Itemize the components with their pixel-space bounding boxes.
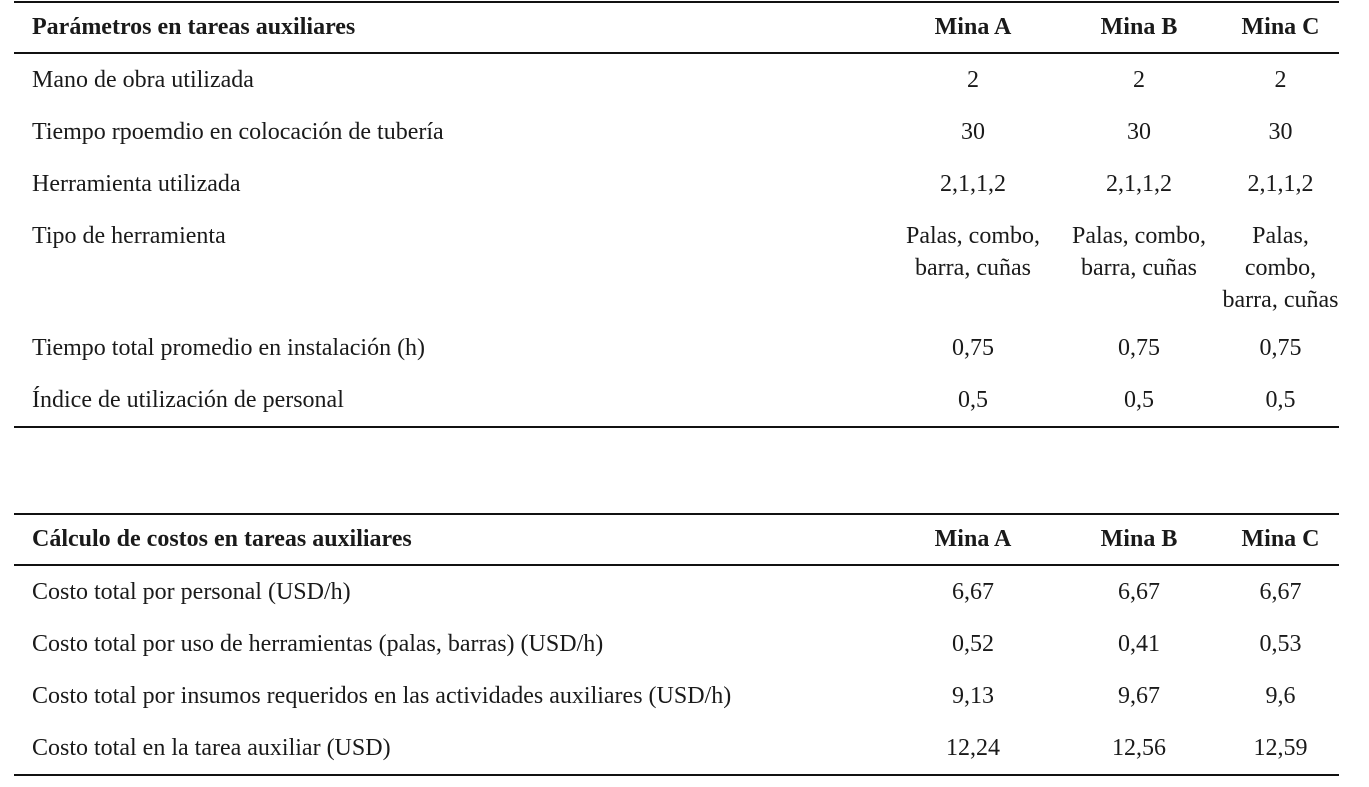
cell-mina-b: Palas, combo, barra, cuñas xyxy=(1072,223,1206,281)
cell-mina-c: 9,6 xyxy=(1265,683,1296,709)
cell-mina-a: Palas, combo, barra, cuñas xyxy=(906,223,1040,281)
cell-mina-a: 30 xyxy=(961,119,985,145)
cell-mina-b: 12,56 xyxy=(1112,735,1166,761)
column-header-mina-b: Mina B xyxy=(1100,14,1178,40)
column-header-mina-c: Mina C xyxy=(1241,526,1320,552)
cell-mina-b: 0,41 xyxy=(1118,631,1160,657)
cell-mina-c: 2 xyxy=(1274,67,1287,93)
row-label: Herramienta utilizada xyxy=(32,171,241,197)
cell-mina-a: 0,52 xyxy=(952,631,994,657)
table-row xyxy=(14,670,1339,722)
row-label: Costo total por personal (USD/h) xyxy=(32,579,351,605)
row-label: Costo total por insumos requeridos en las actividades auxiliares (USD/h) xyxy=(32,683,732,709)
cell-mina-a: 9,13 xyxy=(952,683,994,709)
cell-mina-a: 0,5 xyxy=(958,387,988,413)
cell-mina-b: 9,67 xyxy=(1118,683,1160,709)
cell-mina-a: 0,75 xyxy=(952,335,994,361)
cell-mina-c: 0,53 xyxy=(1259,631,1302,657)
table-header-row xyxy=(14,2,1339,53)
cell-mina-b: 0,5 xyxy=(1124,387,1154,413)
table-row xyxy=(14,210,1339,322)
cell-mina-c: 0,75 xyxy=(1259,335,1302,361)
column-header-mina-b: Mina B xyxy=(1100,526,1178,552)
cell-mina-a: 2,1,1,2 xyxy=(940,171,1006,197)
cell-mina-b: 2,1,1,2 xyxy=(1106,171,1172,197)
table-row xyxy=(14,618,1339,670)
table-row xyxy=(14,106,1339,158)
row-label: Tiempo rpoemdio en colocación de tubería xyxy=(32,119,444,145)
table-row xyxy=(14,722,1339,775)
cell-mina-b: 0,75 xyxy=(1118,335,1160,361)
table-row xyxy=(14,374,1339,427)
cell-mina-c: 0,5 xyxy=(1265,387,1296,413)
row-label: Costo total por uso de herramientas (palas, barras) (USD/h) xyxy=(32,631,604,657)
cell-mina-b: 30 xyxy=(1127,119,1151,145)
column-header-mina-c: Mina C xyxy=(1241,14,1320,40)
row-label: Tipo de herramienta xyxy=(32,223,226,249)
cell-mina-a: 2 xyxy=(967,67,979,93)
cell-mina-c: 2,1,1,2 xyxy=(1247,171,1314,197)
cell-mina-b: 2 xyxy=(1133,67,1145,93)
auxiliary-costs-table xyxy=(14,513,1339,776)
column-header-parameter: Parámetros en tareas auxiliares xyxy=(32,14,356,40)
column-header-cost: Cálculo de costos en tareas auxiliares xyxy=(32,526,412,552)
table-header-row xyxy=(14,514,1339,565)
table-row xyxy=(14,158,1339,210)
column-header-mina-a: Mina A xyxy=(934,526,1012,552)
cell-mina-a: 6,67 xyxy=(952,579,994,605)
table-row xyxy=(14,322,1339,374)
row-label: Mano de obra utilizada xyxy=(32,67,254,93)
row-label: Costo total en la tarea auxiliar (USD) xyxy=(32,735,391,761)
cell-mina-c: 12,59 xyxy=(1253,735,1308,761)
auxiliary-parameters-table xyxy=(14,1,1339,428)
cell-mina-b: 6,67 xyxy=(1118,579,1160,605)
cell-mina-c: 30 xyxy=(1268,119,1293,145)
table-row xyxy=(14,565,1339,618)
cell-mina-c: Palas, combo, barra, cuñas xyxy=(1222,223,1339,313)
row-label: Tiempo total promedio en instalación (h) xyxy=(32,335,426,361)
cell-mina-c: 6,67 xyxy=(1259,579,1302,605)
column-header-mina-a: Mina A xyxy=(934,14,1012,40)
row-label: Índice de utilización de personal xyxy=(32,387,344,413)
cell-mina-a: 12,24 xyxy=(946,735,1000,761)
table-row xyxy=(14,53,1339,106)
